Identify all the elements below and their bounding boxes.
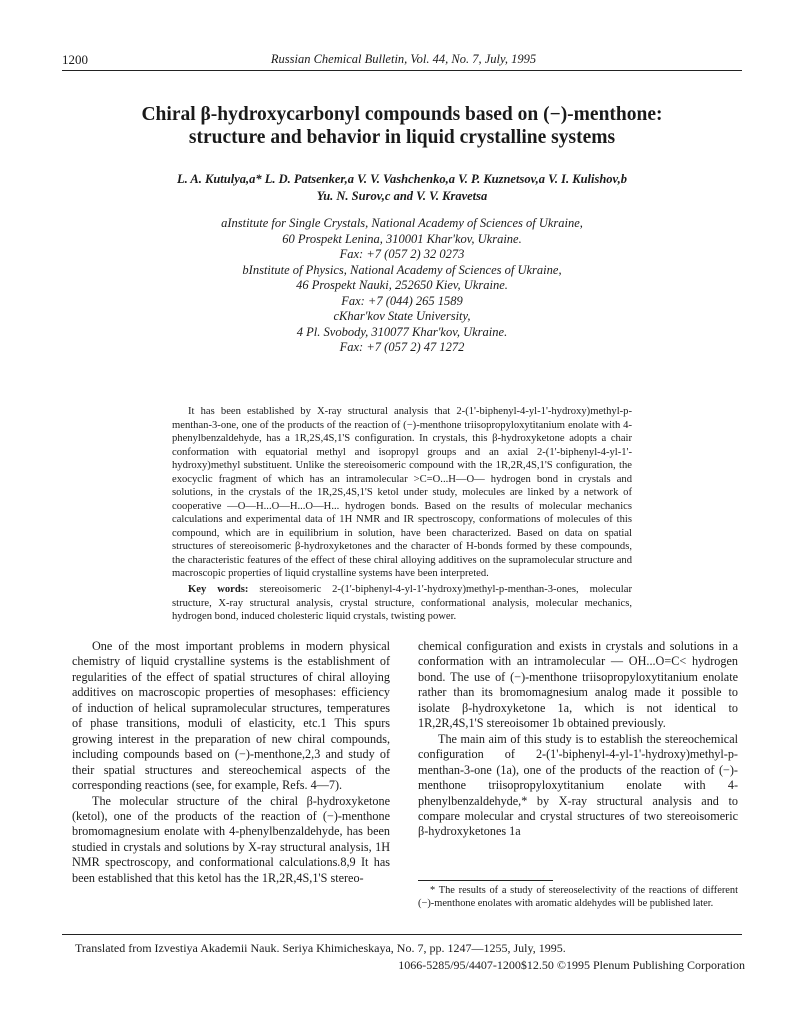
affiliation-line: 4 Pl. Svobody, 310077 Khar'kov, Ukraine.	[296, 324, 508, 339]
body-left-column	[72, 639, 390, 886]
author-list	[62, 171, 742, 205]
affiliations	[62, 216, 742, 356]
affiliation-line: 46 Prospekt Nauki, 252650 Kiev, Ukraine.	[296, 278, 508, 292]
title-line-1: Chiral β-hydroxycarbonyl compounds based on (−)-menthone:	[141, 104, 663, 125]
affiliation-line: Fax: +7 (044) 265 1589	[341, 293, 463, 308]
keywords	[172, 583, 632, 624]
body-right-column	[418, 639, 738, 840]
affiliation-line: Fax: +7 (057 2) 47 1272	[339, 340, 465, 354]
body-paragraph: One of the most important problems in modern physical chemistry of liquid crystalline systems is the establishment of regularities of the effect of spatial structures of chiral alloying additives on macroscopic properties of mesophases: efficiency of induction of helical supramolecular structures, temperatures of phase transitions, moduli of elasticity, etc.1 This spurs growing interest in the preparation of new chiral compounds, including compounds based on (−)-menthone,2,3 and study of their spatial structures and stereochemical aspects of the corresponding reactions (see, for example, Refs. 4—7).	[72, 639, 390, 793]
authors-line-1: L. A. Kutulya,a* L. D. Patsenker,a V. V. Vashchenko,a V. P. Kuznetsov,a V. I. Kulishov,b	[177, 172, 627, 186]
running-head: Russian Chemical Bulletin, Vol. 44, No. 7, July, 1995	[270, 52, 537, 66]
title-line-2: structure and behavior in liquid crystalline systems	[188, 127, 616, 148]
body-paragraph: chemical configuration and exists in crystals and solutions in a conformation with an intramolecular — OH...O=C< hydrogen bond. The use of (−)-menthone triisopropyloxytitanium enolate rather than its bromomagnesium analog made it possible to isolate β-hydroxyketone 1a, which is not identical to 1R,2R,4S,1'S stereoisomer 1b obtained previously.	[418, 639, 738, 731]
publication-info: 1066-5285/95/4407-1200$12.50 ©1995 Plenum Publishing Corporation	[398, 958, 745, 972]
affiliation-line: Fax: +7 (057 2) 32 0273	[339, 247, 465, 261]
body-paragraph: The molecular structure of the chiral β-hydroxyketone (ketol), one of the products of the reaction of (−)-menthone bromomagnesium enolate with 4-phenylbenzaldehyde, has been studied in crystals and solutions by X-ray structural analysis, 1H NMR spectroscopy, and conformational calculations.8,9 It has been established that this ketol has the 1R,2R,4S,1'S stereo-	[72, 793, 390, 885]
affiliation-line: aInstitute for Single Crystals, National Academy of Sciences of Ukraine,	[221, 216, 583, 230]
footnote: * The results of a study of stereoselectivity of the reactions of different (−)-menthone enolates with aromatic aldehydes will be published later.	[418, 885, 738, 909]
affiliation-line: cKhar'kov State University,	[333, 309, 471, 323]
article-title	[62, 103, 742, 149]
keywords-text: stereoisomeric 2-(1'-biphenyl-4-yl-1'-hydroxy)methyl-p-menthan-3-ones, molecular structure, X-ray structural analysis, crystal structure, conformational analysis, molecular mechanics, hydrogen bond, induced cholesteric liquid crystals, twisting power.	[172, 584, 632, 622]
abstract: It has been established by X-ray structural analysis that 2-(1'-biphenyl-4-yl-1'-hydroxy)methyl-p-menthan-3-one, one of the products of the reaction of (−)-menthone triisopropyloxytitanium enolate with 4-phenylbenzaldehyde, has a 1R,2S,4S,1'S configuration. In crystals, this β-hydroxyketone adopts a chair conformation with equatorial methyl and isopropyl groups and an axial 2-(1'-biphenyl-4-yl-1'-hydroxy)methyl substituent. Unlike the stereoisomeric compound with the 1R,2R,4S,1'S configuration, the exocyclic fragment of which has an intramolecular >C=O...H—O— hydrogen bond in crystals and solutions, in the crystals of the 1R,2S,4S,1'S ketol under study, molecules are linked by a network of cooperative —O—H...O—H...O—H... hydrogen bonds. Based on the results of molecular mechanics calculations and experimental data of 1H NMR and IR spectroscopy, conformations of molecules of this compound, which are in equilibrium in solution, have been characterized. Based on data on spatial structures of stereoisomeric β-hydroxyketones and the character of H-bonds formed by these compounds, the characteristic features of the effect of these chiral alloying additives on the supramolecular structure and macroscopic properties of liquid crystalline systems have been interpreted.	[172, 406, 632, 579]
footnote-rule	[418, 880, 553, 881]
keywords-label: Key words:	[188, 584, 249, 595]
affiliation-line: bInstitute of Physics, National Academy of Sciences of Ukraine,	[242, 262, 562, 277]
header-rule	[62, 70, 742, 71]
body-paragraph: The main aim of this study is to establish the stereochemical configuration of 2-(1'-biphenyl-4-yl-1'-hydroxy)methyl-p-menthan-3-one (1a), one of the products of the reaction of (−)-menthone triisopropyloxytitanium enolate with 4-phenylbenzaldehyde,* by X-ray structural analysis and to compare molecular and crystal structures of two stereoisomeric β-hydroxyketones 1a	[418, 731, 738, 839]
affiliation-line: 60 Prospekt Lenina, 310001 Khar'kov, Ukraine.	[282, 231, 522, 246]
authors-line-2: Yu. N. Surov,c and V. V. Kravetsa	[316, 189, 488, 203]
footer-rule	[62, 934, 742, 935]
page-number: 1200	[62, 52, 88, 67]
translation-note: Translated from Izvestiya Akademii Nauk. Seriya Khimicheskaya, No. 7, pp. 1247—1255, July, 1995.	[75, 941, 566, 955]
